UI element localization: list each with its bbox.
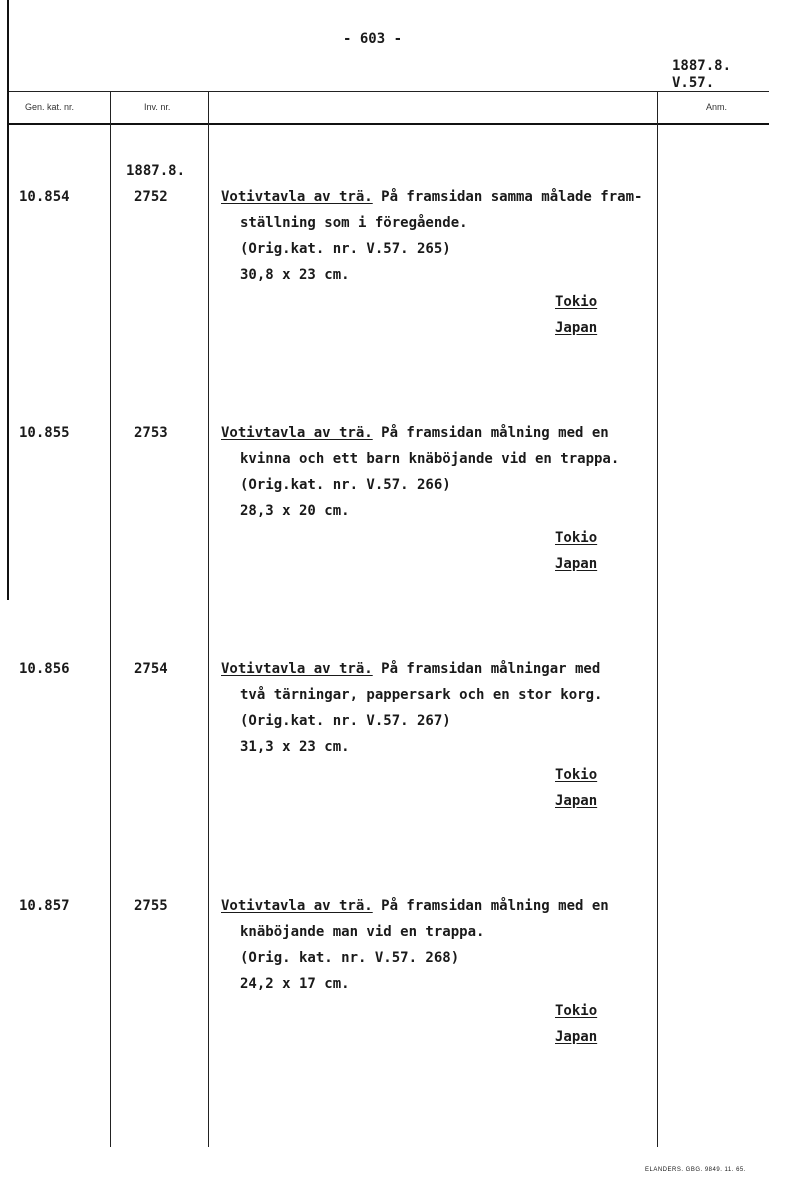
column-divider-text-anm: [657, 91, 658, 1147]
entry-place-city: Tokio: [555, 294, 598, 310]
column-header-gen: Gen. kat. nr.: [25, 102, 75, 112]
entry-place-city: Tokio: [555, 530, 598, 546]
entry-place-city: Tokio: [555, 1003, 598, 1019]
entry-gen-number: 10.854: [19, 189, 70, 205]
entry-inv-number: 2755: [134, 898, 168, 914]
page-ref-code: V.57.: [672, 75, 715, 91]
page-ref-date: 1887.8.: [672, 58, 732, 74]
entry-desc-line: knäböjande man vid en trappa.: [240, 924, 485, 940]
entry-title: Votivtavla av trä.: [221, 661, 373, 677]
entry-desc-line: (Orig.kat. nr. V.57. 265): [240, 241, 451, 257]
entry-inv-number: 2753: [134, 425, 168, 441]
entry-desc-line: 24,2 x 17 cm.: [240, 976, 350, 992]
entry-inv-number: 2752: [134, 189, 168, 205]
entry-title: Votivtavla av trä.: [221, 425, 373, 441]
page-number: - 603 -: [343, 31, 403, 47]
entry-title-rest: På framsidan målning med en: [372, 898, 609, 914]
entry-gen-number: 10.857: [19, 898, 70, 914]
header-top-rule: [9, 91, 769, 92]
entry-desc-line: (Orig.kat. nr. V.57. 267): [240, 713, 451, 729]
entry-title: Votivtavla av trä.: [221, 898, 373, 914]
entry-desc-line: två tärningar, pappersark och en stor korg.: [240, 687, 603, 703]
entry-place-city: Tokio: [555, 767, 598, 783]
entry-desc-line: ställning som i föregående.: [240, 215, 468, 231]
inv-date-note: 1887.8.: [126, 163, 186, 179]
entry-gen-number: 10.856: [19, 661, 70, 677]
column-divider-inv-text: [208, 91, 209, 1147]
left-margin-bar: [7, 0, 9, 600]
entry-place-country: Japan: [555, 1029, 598, 1045]
entry-place-country: Japan: [555, 320, 598, 336]
entry-title-rest: På framsidan målningar med: [372, 661, 601, 677]
column-header-inv: Inv. nr.: [144, 102, 171, 112]
entry-title: Votivtavla av trä.: [221, 189, 373, 205]
printer-imprint: ELANDERS. GBG. 9849. 11. 65.: [645, 1167, 746, 1173]
column-divider-gen-inv: [110, 91, 111, 1147]
entry-place-country: Japan: [555, 556, 598, 572]
entry-title-line: [221, 189, 642, 205]
entry-gen-number: 10.855: [19, 425, 70, 441]
entry-place-country: Japan: [555, 793, 598, 809]
entry-desc-line: (Orig.kat. nr. V.57. 266): [240, 477, 451, 493]
entry-desc-line: 28,3 x 20 cm.: [240, 503, 350, 519]
entry-inv-number: 2754: [134, 661, 168, 677]
entry-desc-line: kvinna och ett barn knäböjande vid en trappa.: [240, 451, 620, 467]
entry-title-rest: På framsidan samma målade fram-: [372, 189, 643, 205]
entry-title-line: [221, 425, 609, 441]
column-header-anm: Anm.: [706, 102, 728, 112]
entry-desc-line: (Orig. kat. nr. V.57. 268): [240, 950, 460, 966]
header-bottom-rule: [9, 123, 769, 125]
entry-title-line: [221, 661, 600, 677]
entry-title-line: [221, 898, 609, 914]
entry-desc-line: 30,8 x 23 cm.: [240, 267, 350, 283]
entry-title-rest: På framsidan målning med en: [372, 425, 609, 441]
entry-desc-line: 31,3 x 23 cm.: [240, 739, 350, 755]
